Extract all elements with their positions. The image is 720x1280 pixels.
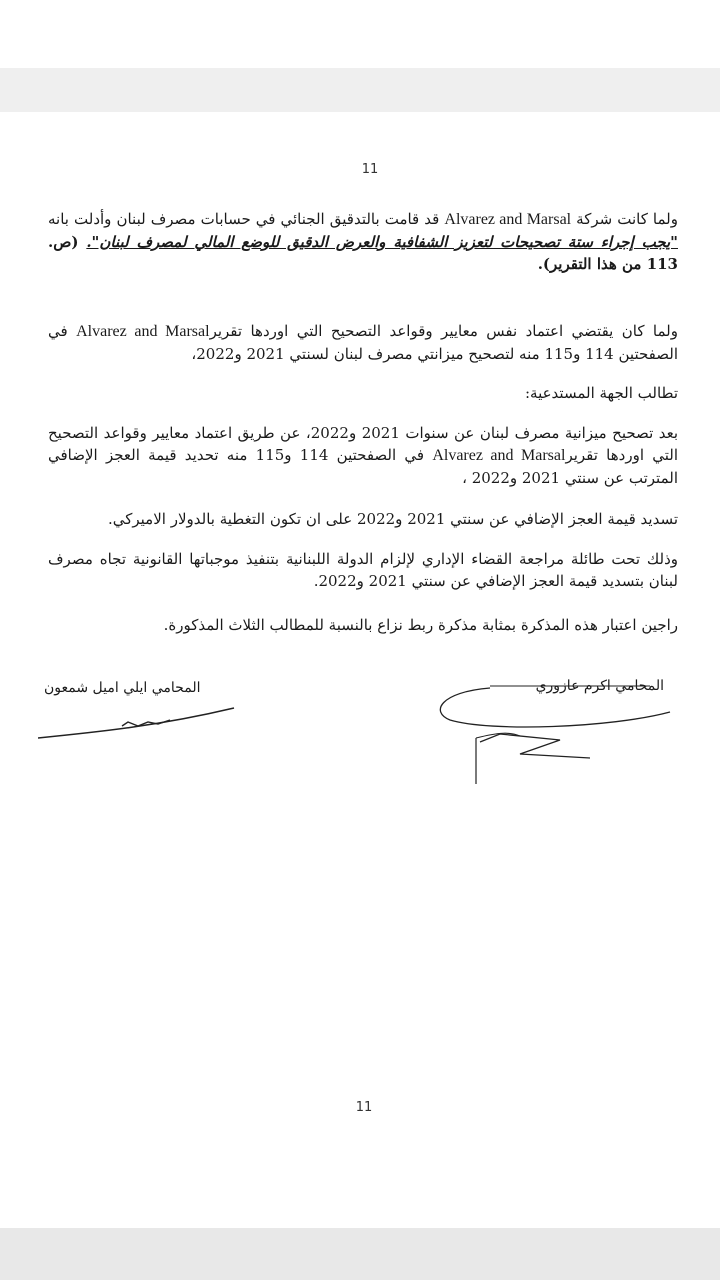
quote-text: "يجب إجراء ستة تصحيحات لتعزيز الشفافية والعرض الدقيق للوضع المالي لمصرف لبنان".: [86, 233, 678, 251]
page-reference: (ص. 113 من هذا التقرير).: [48, 233, 678, 273]
signature-right: [430, 672, 680, 792]
company-name: Alvarez and Marsal: [444, 211, 572, 228]
page-gap: [0, 68, 720, 112]
section-heading: تطالب الجهة المستدعية:: [524, 384, 678, 402]
paragraph-3: بعد تصحيح ميزانية مصرف لبنان عن سنوات 2021 و2022، عن طريق اعتماد معايير وقواعد التصحيح التي اوردها تقريرAlvarez and Marsal في الصفحتين 114 و115 منه تحديد قيمة العجز الإضافي المترتب عن سنتي 2021 و2022 ،: [48, 424, 679, 487]
page-number-top: 11: [361, 162, 379, 177]
company-name: Alvarez and Marsal: [432, 447, 566, 464]
paragraph-5: وذلك تحت طائلة مراجعة القضاء الإداري لإلزام الدولة اللبنانية بتنفيذ موجباتها القانونية تجاه مصرف لبنان بتسديد قيمة العجز الإضافي عن سنتي 2021 و2022.: [48, 550, 678, 590]
signature-name-left: المحامي ايلي اميل شمعون: [44, 680, 201, 696]
paragraph-6: راجين اعتبار هذه المذكرة بمثابة مذكرة ربط نزاع بالنسبة للمطالب الثلاث المذكورة.: [163, 616, 678, 634]
signature-name-right: المحامي اكرم عازوري: [535, 678, 664, 694]
document-page: [0, 112, 720, 1228]
bottom-margin: [0, 1228, 720, 1280]
top-margin: [0, 0, 720, 68]
page-number-bottom: 11: [355, 1100, 373, 1115]
paragraph-1: ولما كانت شركة Alvarez and Marsal قد قامت بالتدقيق الجنائي في حسابات مصرف لبنان وأدلت بانه "يجب إجراء ستة تصحيحات لتعزيز الشفافية والعرض الدقيق للوضع المالي لمصرف لبنان". (ص. 113 من هذا التقرير).: [48, 210, 678, 273]
company-name: Alvarez and Marsal: [76, 323, 210, 340]
paragraph-4: تسديد قيمة العجز الإضافي عن سنتي 2021 و2022 على ان تكون التغطية بالدولار الاميركي.: [107, 510, 678, 528]
signature-left: [38, 702, 238, 742]
paragraph-2: ولما كان يقتضي اعتماد نفس معايير وقواعد التصحيح التي اوردها تقريرAlvarez and Marsal في الصفحتين 114 و115 منه لتصحيح ميزانتي مصرف لبنان لسنتي 2021 و2022،: [48, 322, 678, 363]
